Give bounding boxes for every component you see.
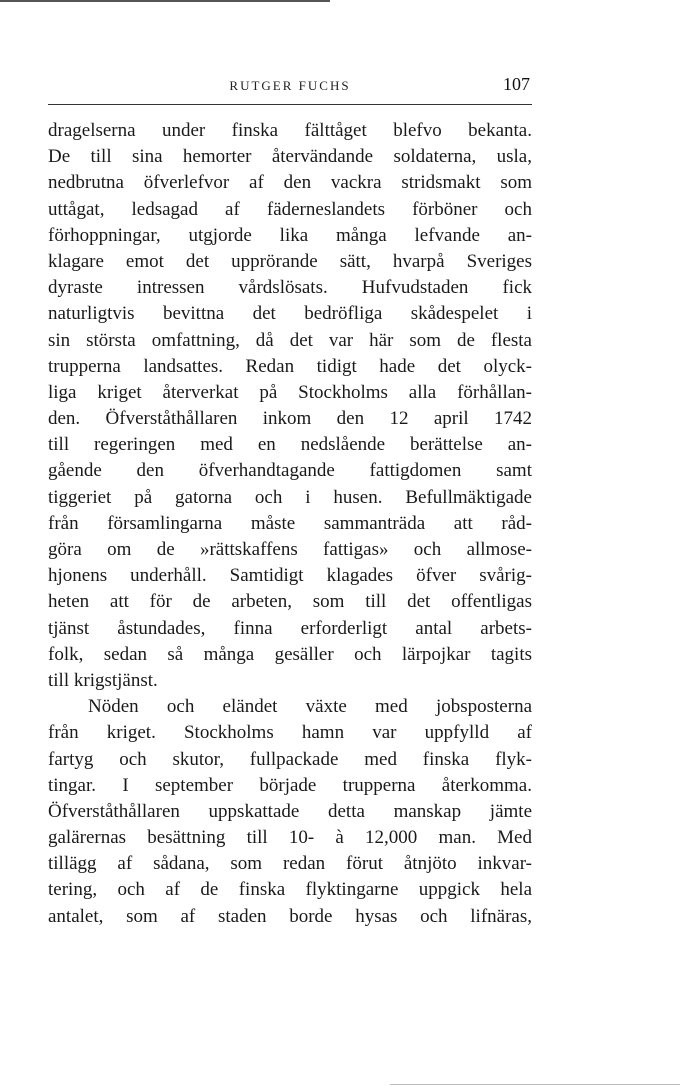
top-edge-rule (0, 0, 330, 2)
page-number: 107 (503, 74, 530, 94)
body-text (48, 118, 532, 930)
text-line: tillägg af sådana, som redan förut åtnjöto inkvar- (48, 853, 532, 875)
text-line: heten att för de arbeten, som till det offentligas (48, 591, 532, 613)
text-line: Öfverståthållaren uppskattade detta manskap jämte (48, 800, 532, 822)
text-line: fartyg och skutor, fullpackade med finska flyk- (48, 748, 532, 770)
text-line: galärernas besättning till 10- à 12,000 man. Med (48, 827, 532, 849)
text-line: antalet, som af staden borde hysas och lifnäras, (48, 905, 532, 927)
text-line: från församlingarna måste sammanträda att råd- (48, 512, 532, 534)
text-line: naturligtvis bevittna det bedröfliga skådespelet i (48, 303, 532, 325)
text-line: göra om de »rättskaffens fattigas» och allmose- (48, 539, 532, 560)
bottom-edge-rule (390, 1084, 680, 1085)
text-line: sin största omfattning, då det var här som de flesta (48, 329, 532, 351)
text-line: Nöden och eländet växte med jobsposterna (88, 696, 532, 718)
text-line: trupperna landsattes. Redan tidigt hade det olyck- (48, 355, 532, 377)
text-line: från kriget. Stockholms hamn var uppfylld af (48, 722, 532, 744)
text-line: folk, sedan så många gesäller och lärpojkar tagits (48, 643, 532, 665)
text-line: den. Öfverståthållaren inkom den 12 april 1742 (48, 408, 532, 430)
header-rule (48, 104, 532, 105)
text-line: klagare emot det upprörande sätt, hvarpå Sveriges (48, 250, 532, 272)
text-line: uttågat, ledsagad af fäderneslandets förböner och (48, 198, 532, 220)
text-line: gående den öfverhandtagande fattigdomen samt (48, 460, 532, 482)
text-line: De till sina hemorter återvändande soldaterna, usla, (48, 146, 532, 168)
text-line: till krigstjänst. (48, 669, 158, 691)
text-line: nedbrutna öfverlefvor af den vackra stridsmakt som (48, 172, 532, 194)
running-head (48, 74, 532, 98)
text-line: tering, och af de finska flyktingarne uppgick hela (48, 879, 532, 901)
text-line: till regeringen med en nedslående berättelse an- (48, 434, 532, 456)
text-line: tjänst åstundades, finna erforderligt antal arbets- (48, 617, 532, 639)
text-line: tiggeriet på gatorna och i husen. Befullmäktigade (48, 486, 532, 508)
text-line: dragelserna under finska fälttåget blefvo bekanta. (48, 120, 532, 141)
text-line: hjonens underhåll. Samtidigt klagades öfver svårig- (48, 565, 532, 587)
text-line: dyraste intressen vårdslösats. Hufvudstaden fick (48, 277, 532, 299)
text-line: liga kriget återverkat på Stockholms alla förhållan- (48, 381, 532, 403)
text-line: förhoppningar, utgjorde lika många lefvande an- (48, 224, 532, 246)
running-title: RUTGER FUCHS (229, 78, 351, 93)
text-line: tingar. I september började trupperna återkomma. (48, 774, 532, 796)
